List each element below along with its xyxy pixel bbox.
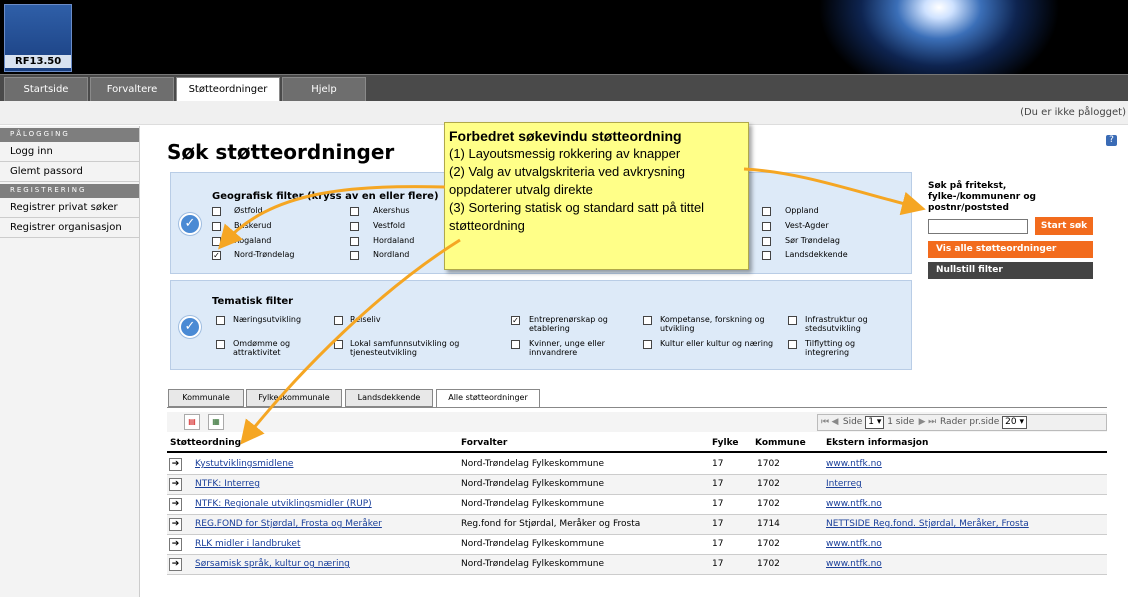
row-arrow-icon[interactable]: ➔: [169, 518, 182, 531]
geo-label: Hordaland: [373, 236, 415, 245]
thematic-label: Kultur eller kultur og næring: [660, 339, 774, 348]
geo-label: Vest-Agder: [785, 221, 829, 230]
row-ekstern-link[interactable]: www.ntfk.no: [826, 499, 882, 509]
row-forvalter: Nord-Trøndelag Fylkeskommune: [461, 539, 605, 549]
row-name-link[interactable]: NTFK: Regionale utviklingsmidler (RUP): [195, 499, 372, 509]
tab-landsdekkende[interactable]: Landsdekkende: [345, 389, 433, 407]
row-arrow-icon[interactable]: ➔: [169, 498, 182, 511]
row-forvalter: Nord-Trøndelag Fylkeskommune: [461, 479, 605, 489]
header-globe-image: [708, 0, 1128, 74]
table-header: [167, 435, 1107, 453]
table-row[interactable]: [167, 495, 1107, 515]
col-header-stotteordning[interactable]: Støtteordning: [170, 438, 242, 448]
rows-per-page-select[interactable]: 20 ▾: [1002, 416, 1027, 429]
tab-divider: [167, 407, 1107, 408]
tab-alle-stotteordninger[interactable]: Alle støtteordninger: [436, 389, 540, 408]
row-name-link[interactable]: Sørsamisk språk, kultur og næring: [195, 559, 350, 569]
thematic-checkbox-naeringsutvikling[interactable]: [216, 316, 225, 325]
row-kommune: 1702: [757, 459, 780, 469]
sidebar: [0, 126, 140, 597]
tab-stotteordninger[interactable]: Støtteordninger: [176, 77, 280, 102]
pager-total-label: 1 side: [887, 417, 915, 427]
row-forvalter: Reg.fond for Stjørdal, Meråker og Frosta: [461, 519, 641, 529]
geo-label: Landsdekkende: [785, 250, 848, 259]
thematic-checkbox-infrastruktur[interactable]: [788, 316, 797, 325]
geo-label: Nordland: [373, 250, 410, 259]
callout-line-2: (2) Valg av utvalgskriteria ved avkrysning oppdaterer utvalg direkte: [449, 164, 686, 197]
thematic-filter-title: Tematisk filter: [212, 296, 294, 307]
logo[interactable]: [4, 4, 72, 72]
row-fylke: 17: [712, 479, 724, 489]
start-search-button[interactable]: Start søk: [1035, 217, 1093, 235]
thematic-checkbox-omdomme[interactable]: [216, 340, 225, 349]
geo-checkbox-nord-trondelag[interactable]: ✓: [213, 251, 220, 260]
row-arrow-icon[interactable]: ➔: [169, 478, 182, 491]
row-arrow-icon[interactable]: ➔: [169, 558, 182, 571]
geo-checkbox-vestfold[interactable]: [350, 222, 359, 231]
thematic-label: Næringsutvikling: [233, 315, 302, 324]
header-banner: [0, 0, 1128, 74]
geo-checkbox-rogaland[interactable]: [212, 237, 221, 246]
logo-label: RF13.50: [5, 55, 71, 68]
geo-checkbox-landsdekkende[interactable]: [762, 251, 771, 260]
row-ekstern-link[interactable]: Interreg: [826, 479, 862, 489]
thematic-checkbox-kultur[interactable]: [643, 340, 652, 349]
sidebar-item-registrer-organisasjon[interactable]: Registrer organisasjon: [0, 218, 139, 238]
row-fylke: 17: [712, 519, 724, 529]
thematic-checkbox-kompetanse[interactable]: [643, 316, 652, 325]
pdf-export-icon[interactable]: ▤: [184, 414, 200, 430]
thematic-label: Entreprenørskap og etablering: [529, 315, 608, 333]
row-fylke: 17: [712, 559, 724, 569]
first-page-icon[interactable]: ⏮: [820, 417, 830, 427]
search-label: Søk på fritekst, fylke-/kommunenr og postnr/poststed: [928, 181, 1036, 213]
sidebar-item-logg-inn[interactable]: Logg inn: [0, 142, 139, 162]
geo-filter-title: Geografisk filter (kryss av en eller flere): [212, 191, 439, 202]
show-all-button[interactable]: Vis alle støtteordninger: [928, 241, 1093, 258]
row-forvalter: Nord-Trøndelag Fylkeskommune: [461, 499, 605, 509]
row-arrow-icon[interactable]: ➔: [169, 458, 182, 471]
geo-label: Rogaland: [234, 236, 272, 245]
thematic-checkbox-tilflytting[interactable]: [788, 340, 797, 349]
row-kommune: 1702: [757, 539, 780, 549]
thematic-label: Infrastruktur og stedsutvikling: [805, 315, 868, 333]
callout-title: Forbedret søkevindu støtteordning: [449, 128, 682, 144]
page-select-value: 1: [868, 417, 874, 427]
row-ekstern-link[interactable]: www.ntfk.no: [826, 459, 882, 469]
table-row[interactable]: [167, 555, 1107, 575]
geo-label: Akershus: [373, 206, 410, 215]
table-row[interactable]: [167, 535, 1107, 555]
row-name-link[interactable]: REG.FOND for Stjørdal, Frosta og Meråker: [195, 519, 382, 529]
reset-filter-button[interactable]: Nullstill filter: [928, 262, 1093, 279]
geo-checkbox-vest-agder[interactable]: [762, 222, 771, 231]
checkmark-icon: ✓: [179, 213, 201, 235]
col-header-forvalter[interactable]: Forvalter: [461, 438, 508, 448]
thematic-label: Reiseliv: [350, 315, 381, 324]
geo-label: Østfold: [234, 206, 263, 215]
row-ekstern-link[interactable]: NETTSIDE Reg.fond. Stjørdal, Meråker, Frosta: [826, 519, 1029, 529]
tab-hjelp[interactable]: Hjelp: [282, 77, 366, 102]
col-header-fylke[interactable]: Fylke: [712, 438, 739, 448]
geo-label: Vestfold: [373, 221, 406, 230]
col-header-kommune[interactable]: Kommune: [755, 438, 806, 448]
tab-forvaltere[interactable]: Forvaltere: [90, 77, 174, 102]
callout-line-1: (1) Layoutsmessig rokkering av knapper: [449, 146, 681, 161]
thematic-label: Kompetanse, forskning og utvikling: [660, 315, 765, 333]
geo-checkbox-akershus[interactable]: [350, 207, 359, 216]
row-fylke: 17: [712, 459, 724, 469]
search-input[interactable]: [928, 219, 1028, 234]
page-select[interactable]: 1 ▾: [865, 416, 884, 429]
col-header-ekstern[interactable]: Ekstern informasjon: [826, 438, 929, 448]
geo-checkbox-buskerud[interactable]: [212, 222, 221, 231]
pager: [817, 414, 1107, 431]
row-name-link[interactable]: RLK midler i landbruket: [195, 539, 301, 549]
thematic-checkbox-entreprenorskap[interactable]: ✓: [512, 316, 519, 325]
tab-kommunale[interactable]: Kommunale: [168, 389, 244, 407]
geo-checkbox-nordland[interactable]: [350, 251, 359, 260]
row-name-link[interactable]: NTFK: Interreg: [195, 479, 260, 489]
thematic-label: Tilflytting og integrering: [805, 339, 856, 357]
thematic-filter-panel: [170, 280, 912, 370]
checkmark-icon: ✓: [179, 316, 201, 338]
geo-label: Nord-Trøndelag: [234, 250, 295, 259]
geo-label: Sør Trøndelag: [785, 236, 840, 245]
row-ekstern-link[interactable]: www.ntfk.no: [826, 539, 882, 549]
row-ekstern-link[interactable]: www.ntfk.no: [826, 559, 882, 569]
row-name-link[interactable]: Kystutviklingsmidlene: [195, 459, 294, 469]
sidebar-item-glemt-passord[interactable]: Glemt passord: [0, 162, 139, 182]
table-row[interactable]: [167, 515, 1107, 535]
geo-checkbox-hordaland[interactable]: [350, 237, 359, 246]
row-kommune: 1714: [757, 519, 780, 529]
geo-label: Oppland: [785, 206, 819, 215]
geo-checkbox-ostfold[interactable]: [212, 207, 221, 216]
row-forvalter: Nord-Trøndelag Fylkeskommune: [461, 459, 605, 469]
thematic-checkbox-lokal-samfunnsutvikling[interactable]: [334, 340, 343, 349]
geo-checkbox-sor-trondelag[interactable]: [762, 237, 771, 246]
callout-line-3: (3) Sortering statisk og standard satt på tittel støtteordning: [449, 200, 705, 233]
table-row[interactable]: [167, 475, 1107, 495]
geo-label: Buskerud: [234, 221, 272, 230]
excel-export-icon[interactable]: ▦: [208, 414, 224, 430]
pager-side-label: Side: [842, 417, 863, 427]
row-kommune: 1702: [757, 559, 780, 569]
annotation-callout: [444, 122, 749, 270]
row-arrow-icon[interactable]: ➔: [169, 538, 182, 551]
thematic-checkbox-kvinner[interactable]: [511, 340, 520, 349]
thematic-checkbox-reiseliv[interactable]: [334, 316, 343, 325]
table-row[interactable]: [167, 455, 1107, 475]
sidebar-header-login: PÅLOGGING: [0, 128, 139, 142]
row-forvalter: Nord-Trøndelag Fylkeskommune: [461, 559, 605, 569]
prev-page-icon[interactable]: ◀: [831, 417, 839, 427]
last-page-icon[interactable]: ⏭: [928, 417, 937, 427]
rows-per-page-label: Rader pr.side: [940, 417, 1000, 427]
geo-checkbox-oppland[interactable]: [762, 207, 771, 216]
rows-per-page-value: 20: [1005, 417, 1017, 427]
login-status: (Du er ikke pålogget): [1020, 107, 1126, 118]
row-fylke: 17: [712, 539, 724, 549]
row-kommune: 1702: [757, 499, 780, 509]
sidebar-item-registrer-privat[interactable]: Registrer privat søker: [0, 198, 139, 218]
row-kommune: 1702: [757, 479, 780, 489]
thematic-label: Lokal samfunnsutvikling og tjenesteutvikling: [350, 339, 460, 357]
page-title: Søk støtteordninger: [167, 140, 395, 164]
help-icon[interactable]: ?: [1106, 135, 1117, 146]
row-fylke: 17: [712, 499, 724, 509]
tab-fylkeskommunale[interactable]: Fylkeskommunale: [246, 389, 342, 407]
sidebar-header-registrering: REGISTRERING: [0, 184, 139, 198]
next-page-icon[interactable]: ▶: [918, 417, 926, 427]
main-nav: [0, 74, 1128, 101]
thematic-label: Omdømme og attraktivitet: [233, 339, 291, 357]
thematic-label: Kvinner, unge eller innvandrere: [529, 339, 605, 357]
tab-startside[interactable]: Startside: [4, 77, 88, 102]
